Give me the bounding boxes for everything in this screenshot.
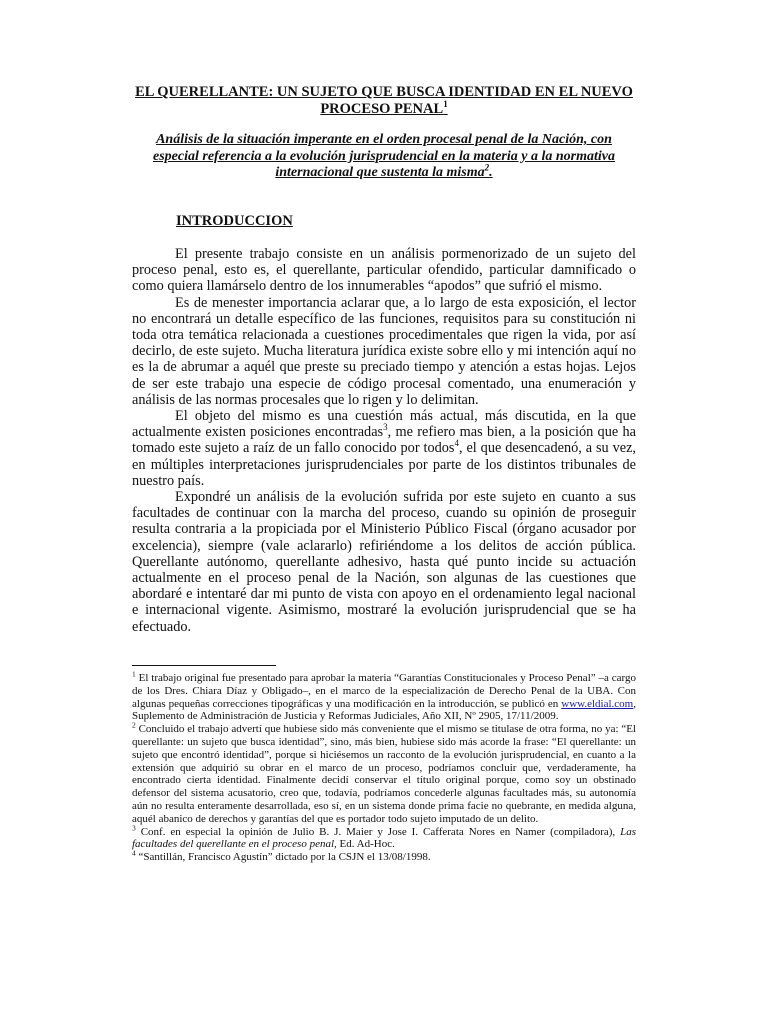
paragraph-1: El presente trabajo consiste en un análisis pormenorizado de un sujeto del proceso penal, esto es, el querellante, particular ofendido, particular damnificado o como quiera llamárselo dentro de los innumerables “apodos” que sufrió el mismo.	[132, 246, 636, 295]
footnote-2: $^2$ Concluido el trabajo advertí que hubiese sido más conveniente que el mismo se titulase de otra forma, no ya: “El querellante: un sujeto que busca identidad”, sino, más bien, hubiese sido más acorde la frase: “El querellante: un sujeto que encontró identidad”, porque si hiciésemos un racconto de la evolución jurisprudencial, en cuanto a la extensión que adquirió su obrar en el marco de un proceso, podríamos concluir que, verdaderamente, ha encontrado cierta identidad. Finalmente decidí conservar el título original porque, como soy un obstinado defensor del sistema acusatorio, creo que, todavía, podríamos concederle algunas facultades más, su autonomía aún no resulta enteramente desarrollada, eso sí, en un sistema donde prima facie no quebrante, en medida alguna, aquél abanico de derechos y garantías del que es portador todo sujeto imputado de un delito.	[132, 720, 636, 825]
footnote-ref-2[interactable]: 2	[484, 162, 490, 173]
document-title: EL QUERELLANTE: UN SUJETO QUE BUSCA IDENTIDAD EN EL NUEVO PROCESO PENAL$^1$	[135, 84, 633, 117]
footnote-3: $^3$ Conf. en especial la opinión de Julio B. J. Maier y Jose I. Cafferata Nores en Namer (compiladora), Las facultades del querellante en el proceso penal, Ed. Ad-Hoc.	[132, 822, 636, 851]
footnote-ref-1[interactable]: 1	[443, 99, 448, 110]
footnote-4: $^4$ “Santillán, Francisco Agustín” dictado por la CSJN el 13/08/1998.	[132, 848, 431, 864]
footnote-ref-4[interactable]: 4	[454, 438, 459, 449]
footnote-ref-3[interactable]: 3	[383, 422, 388, 433]
eldial-link[interactable]: www.eldial.com	[561, 697, 634, 710]
paragraph-3: El objeto del mismo es una cuestión más actual, más discutida, en la que actualmente existen posiciones encontradas$^3$, me refiero mas bien, a la posición que ha tomado este sujeto a raíz de un fallo conocido por todos$^4$, el que desencadenó, a su vez, en múltiples interpretaciones jurisprudenciales por parte de los distintos tribunales de nuestro país.	[132, 408, 637, 489]
document-subtitle: Análisis de la situación imperante en el orden procesal penal de la Nación, con especial referencia a la evolución jurisprudencial en la materia y a la normativa internacional que sustenta la misma$^2$.	[153, 132, 615, 180]
paragraph-2: Es de menester importancia aclarar que, a lo largo de esta exposición, el lector no encontrará un detalle específico de las funciones, requisitos para su constitución ni toda otra temática relacionada a cuestiones procedimentales que rigen la vida, por así decirlo, de este sujeto. Mucha literatura jurídica existe sobre ello y mi intención aquí no es la de abrumar a aquél que preste su preciado tiempo y atención a estas hojas. Lejos de ser este trabajo una especie de código procesal comentado, una enumeración y análisis de las normas procesales que lo rigen y lo delimitan.	[132, 294, 636, 408]
body-text	[132, 246, 636, 635]
section-heading: INTRODUCCION	[176, 213, 293, 229]
paragraph-4: Expondré un análisis de la evolución sufrida por este sujeto en cuanto a sus facultades de continuar con la marcha del proceso, cuando su opinión de proseguir resulta contraria a la propiciada por el Ministerio Público Fiscal (órgano acusador por excelencia), siempre (vale aclararlo) refiriéndome a los delitos de acción pública. Querellante autónomo, querellante adhesivo, hasta qué punto incide su actuación actualmente en el proceso penal de la Nación, son algunas de las cuestiones que abordaré e intentaré dar mi punto de vista con apoyo en el ordenamiento legal nacional e internacional vigente. Asimismo, mostraré la evolución jurisprudencial que se ha efectuado.	[132, 489, 636, 635]
footnote-1: $^1$ El trabajo original fue presentado para aprobar la materia “Garantías Constitucionales y Proceso Penal” –a cargo de los Dres. Chiara Díaz y Obligado–, en el marco de la especialización de Derecho Penal de la UBA. Con algunas pequeñas correcciones tipográficas y una modificación en la introducción, se publicó en www.eldial.com, Suplemento de Administración de Justicia y Reformas Judiciales, Año XII, Nº 2905, 17/11/2009.	[132, 669, 636, 723]
footnotes	[132, 669, 636, 864]
footnote-separator	[132, 665, 276, 666]
